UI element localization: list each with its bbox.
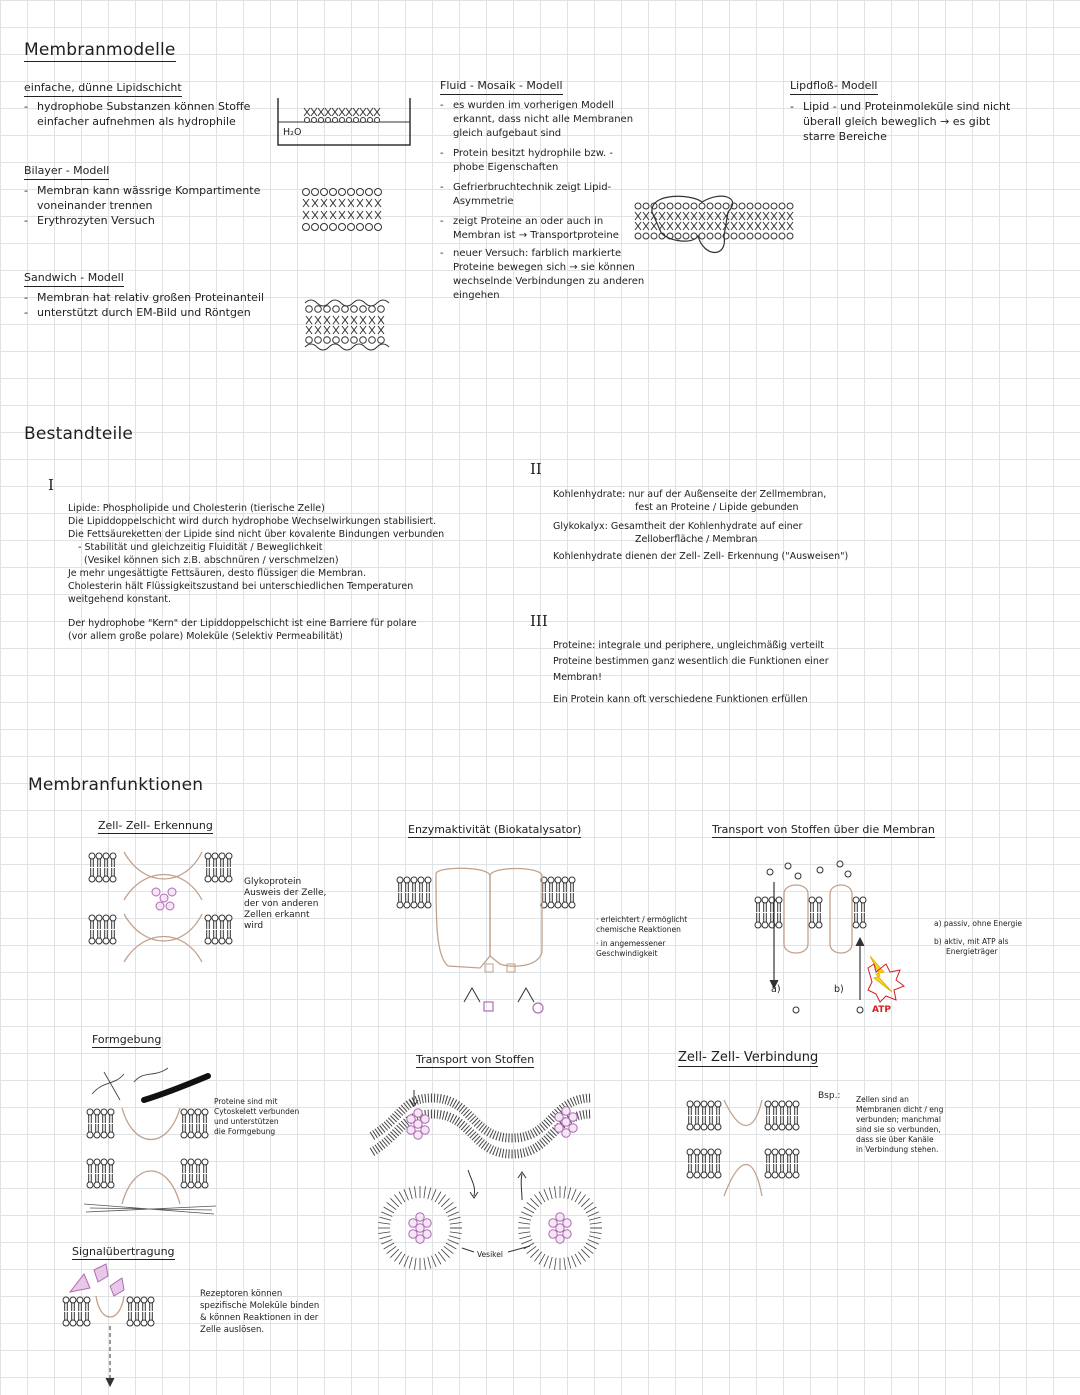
fluid-mosaik-diagram [632, 196, 802, 258]
zell-erkennung-diagram [84, 848, 244, 978]
signal-note: Rezeptoren können spezifische Moleküle binden & können Reaktionen in der Zelle auslösen. [200, 1289, 320, 1335]
lipide-line-9: Der hydrophobe "Kern" der Lipiddoppelschicht ist eine Barriere für polare [68, 618, 417, 629]
roman-numeral-3: III [530, 612, 548, 630]
glykokalyx-line-1: Gesamtheit der Kohlenhydrate auf einer [610, 521, 803, 532]
lipidfloss-title: Lipdfloß- Modell [790, 78, 878, 95]
lipide-line-4: - Stabilität und gleichzeitig Fluidität / Beweglichkeit [78, 542, 323, 553]
einfach-title: einfache, dünne Lipidschicht [24, 80, 182, 97]
signal-title: Signalübertragung [72, 1245, 175, 1258]
fluid-mosaik-title: Fluid - Mosaik - Modell [440, 78, 563, 95]
lipidfloss-block [790, 78, 1020, 144]
proteine-block [553, 638, 953, 708]
formgebung-title: Formgebung [92, 1033, 162, 1046]
sandwich-title: Sandwich - Modell [24, 270, 124, 287]
verbindung-diagram [684, 1098, 834, 1200]
lipide-label: Lipide: [68, 503, 100, 514]
roman-numeral-1: I [48, 476, 54, 494]
fluid-bullet-4: - zeigt Proteine an oder auch in Membran ist → Transportproteine [440, 215, 645, 243]
lipide-line-2: Die Lipiddoppelschicht wird durch hydrophobe Wechselwirkungen stabilisiert. [68, 516, 437, 527]
enzym-note: · erleichtert / ermöglicht chemische Reaktionen · in angemessener Geschwindigkeit [596, 915, 688, 958]
lipide-line-1: Phospholipide und Cholesterin (tierische Zelle) [102, 503, 325, 514]
verbindung-note: Zellen sind an Membranen dicht / eng verbunden; manchmal sind sie so verbunden, dass sie über Kanäle in Verbindung stehen. [856, 1095, 944, 1154]
bilayer-bullet-2: - Erythrozyten Versuch [24, 213, 269, 228]
lipide-line-6: Je mehr ungesättigte Fettsäuren, desto flüssiger die Membran. [68, 568, 367, 579]
glykokalyx-label: Glykokalyx: [553, 521, 608, 532]
fluid-bullet-1: - es wurden im vorherigen Modell erkannt, dass nicht alle Membranen gleich aufgebaut sind [440, 99, 645, 141]
lipide-line-7: Cholesterin hält Flüssigkeitszustand bei unterschiedlichen Temperaturen [68, 581, 414, 592]
fluid-mosaik-block [440, 78, 645, 303]
sandwich-bullet-2: - unterstützt durch EM-Bild und Röntgen [24, 305, 274, 320]
verbindung-bsp: Bsp.: [818, 1091, 841, 1101]
proteine-line-2: Proteine bestimmen ganz wesentlich die Funktionen einer [553, 656, 829, 667]
lipidfloss-bullet-1: - Lipid - und Proteinmoleküle sind nicht überall gleich beweglich → es gibt starre Bereiche [790, 99, 1020, 144]
einfach-block [24, 80, 269, 129]
section-title-membranmodelle: Membranmodelle [24, 40, 176, 60]
glykokalyx-line-2: Zelloberfläche / Membran [635, 534, 758, 545]
transport-label-a: a) [771, 984, 781, 995]
enzym-diagram [392, 872, 592, 1017]
kohlenhydrate-label: Kohlenhydrate: [553, 489, 626, 500]
atp-label: ATP [872, 1005, 892, 1015]
zell-erkennung-note: Glykoprotein Ausweis der Zelle, der von anderen Zellen erkannt wird [244, 877, 327, 931]
beaker-diagram [277, 94, 411, 146]
lipide-line-5: (Vesikel können sich z.B. abschnüren / verschmelzen) [84, 555, 339, 566]
lipide-line-3: Die Fettsäureketten der Lipide sind nicht über kovalente Bindungen verbunden [68, 529, 445, 540]
water-label: H₂O [283, 127, 302, 138]
lipide-line-8: weitgehend konstant. [68, 594, 172, 605]
kohlenhydrate-line-5: Kohlenhydrate dienen der Zell- Zell- Erkennung ("Ausweisen") [553, 551, 849, 562]
transport-diagram [752, 860, 912, 1020]
transport-label-b: b) [834, 984, 844, 995]
section-title-bestandteile: Bestandteile [24, 424, 134, 444]
roman-numeral-2: II [530, 460, 542, 478]
bilayer-block [24, 163, 269, 228]
fluid-bullet-2: - Protein besitzt hydrophile bzw. - phobe Eigenschaften [440, 147, 645, 175]
proteine-line-4: Ein Protein kann oft verschiedene Funktionen erfüllen [553, 694, 808, 705]
sandwich-bullet-1: - Membran hat relativ großen Proteinanteil [24, 290, 274, 305]
zell-erkennung-title: Zell- Zell- Erkennung [98, 819, 213, 832]
kohlenhydrate-line-2: fest an Proteine / Lipide gebunden [635, 502, 799, 513]
proteine-line-3: Membran! [553, 672, 602, 683]
formgebung-note: Proteine sind mit Cytoskelett verbunden und unterstützen die Formgebung [214, 1097, 300, 1136]
lipide-block [68, 502, 518, 643]
proteine-line-1: integrale und periphere, ungleichmäßig verteilt [598, 640, 825, 651]
transport-note: a) passiv, ohne Energie b) aktiv, mit ATP als Energieträger [934, 919, 1022, 956]
sandwich-diagram [303, 297, 393, 351]
fluid-bullet-3: - Gefrierbruchtechnik zeigt Lipid- Asymmetrie [440, 181, 645, 209]
enzym-title: Enzymaktivität (Biokatalysator) [408, 823, 582, 836]
kohlenhydrate-block [553, 488, 953, 563]
sandwich-block [24, 270, 274, 320]
formgebung-diagram [84, 1064, 234, 1216]
transport-stoffe-title: Transport von Stoffen [416, 1053, 535, 1066]
transport-title: Transport von Stoffen über die Membran [712, 823, 935, 836]
transport-stoffe-diagram [362, 1078, 617, 1273]
proteine-label: Proteine: [553, 640, 596, 651]
bilayer-title: Bilayer - Modell [24, 163, 109, 180]
verbindung-title: Zell- Zell- Verbindung [678, 1050, 819, 1065]
lipide-line-10: (vor allem große polare) Moleküle (Selektiv Permeabilität) [68, 631, 343, 642]
bilayer-diagram [300, 186, 390, 234]
kohlenhydrate-line-1: nur auf der Außenseite der Zellmembran, [628, 489, 827, 500]
vesikel-label: Vesikel [477, 1250, 503, 1259]
signal-diagram [60, 1264, 192, 1392]
fluid-bullet-5: - neuer Versuch: farblich markierte Proteine bewegen sich → sie können wechselnde Verbindungen zu anderen eingehen [440, 247, 645, 303]
bilayer-bullet-1: - Membran kann wässrige Kompartimente voneinander trennen [24, 183, 269, 213]
einfach-bullet-1: - hydrophobe Substanzen können Stoffe einfacher aufnehmen als hydrophile [24, 99, 269, 129]
section-title-membranfunktionen: Membranfunktionen [28, 775, 204, 795]
